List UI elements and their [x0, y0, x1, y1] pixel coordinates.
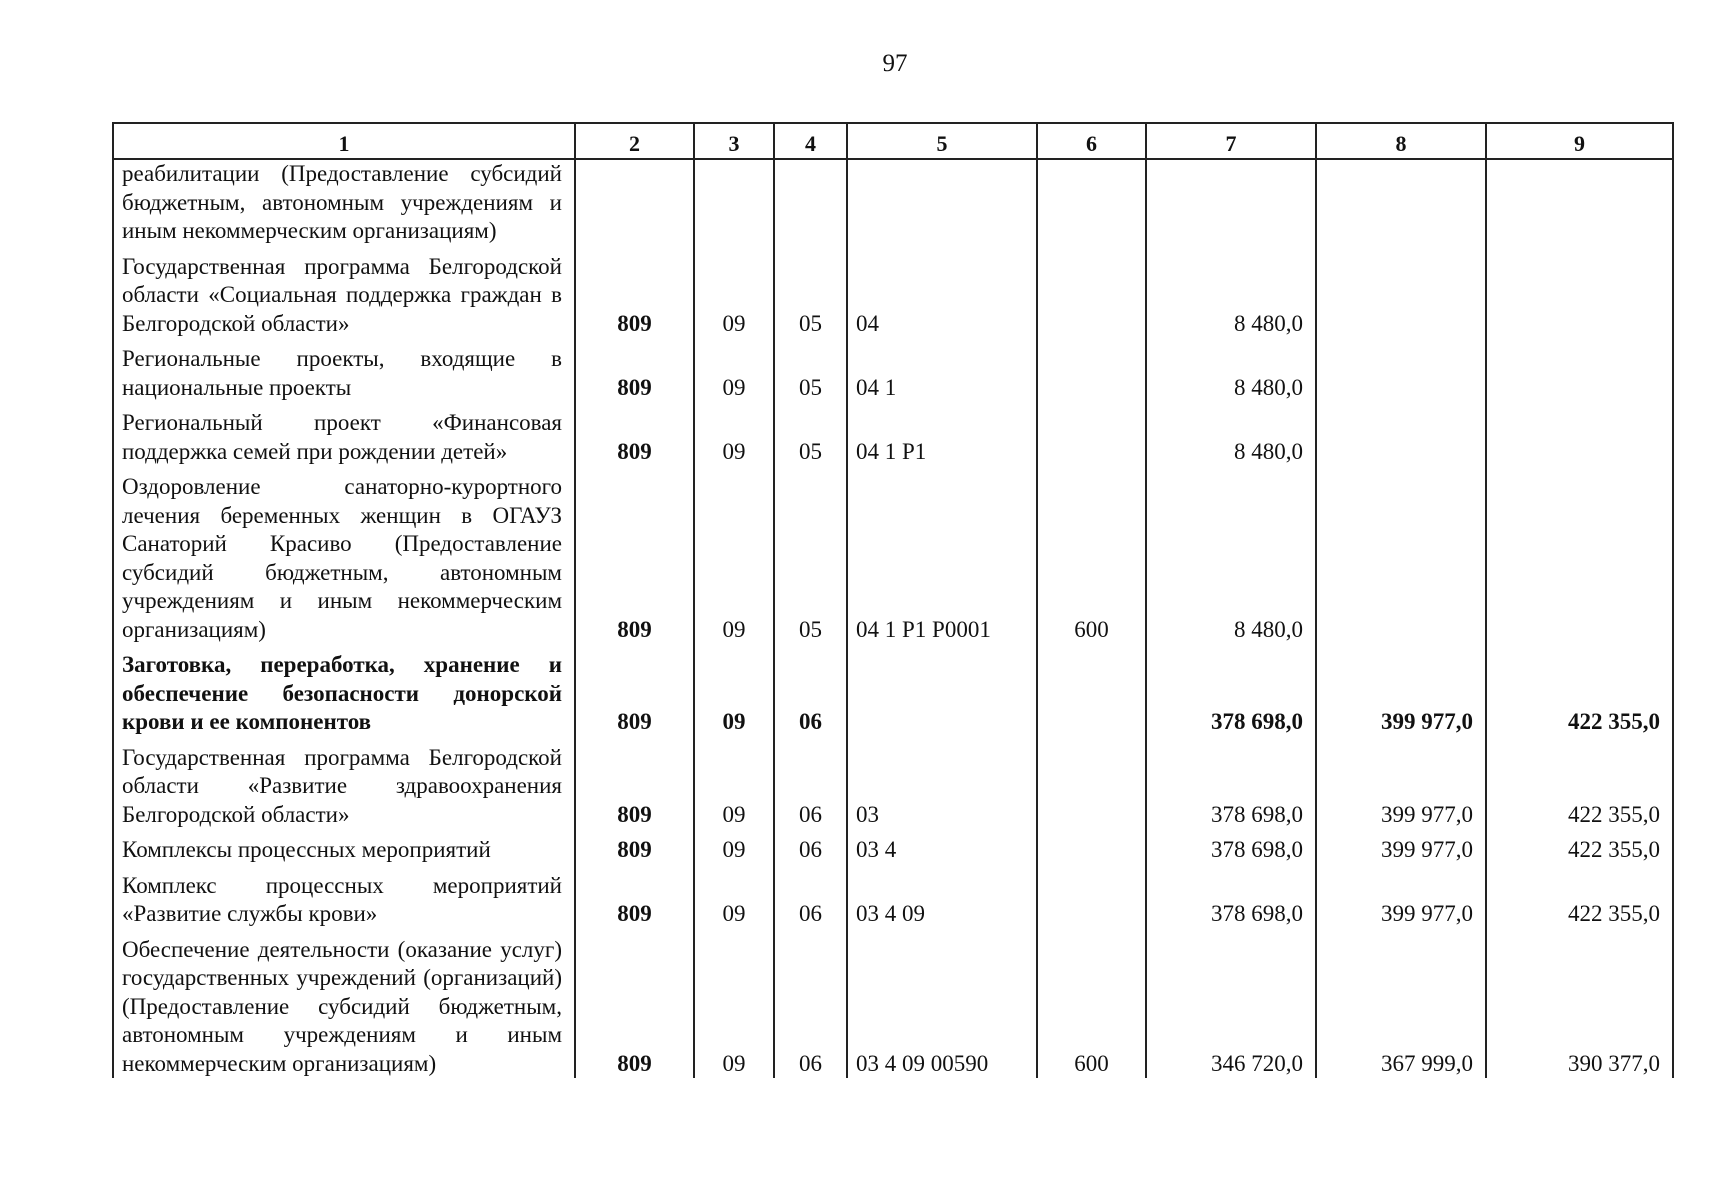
header-cell-9: 9 [1486, 123, 1673, 159]
cell-amount-col9 [1486, 249, 1673, 342]
header-cell-2: 2 [575, 123, 694, 159]
cell-section-code: 09 [694, 868, 774, 932]
table-row [113, 405, 1673, 469]
table-row [113, 932, 1673, 1079]
table-row [113, 832, 1673, 868]
cell-expense-type [1037, 405, 1146, 469]
cell-description: Региональный проект «Финансовая поддержка семей при рождении детей» [113, 405, 575, 469]
cell-ministry-code: 809 [575, 405, 694, 469]
cell-expense-type [1037, 647, 1146, 740]
cell-ministry-code [575, 159, 694, 249]
cell-expense-type [1037, 249, 1146, 342]
cell-expense-type [1037, 159, 1146, 249]
cell-description: Заготовка, переработка, хранение и обеспечение безопасности донорской крови и ее компонентов [113, 647, 575, 740]
cell-target-article: 04 [847, 249, 1037, 342]
cell-target-article: 04 1 [847, 341, 1037, 405]
header-cell-1: 1 [113, 123, 575, 159]
cell-section-code: 09 [694, 647, 774, 740]
cell-amount-col7: 378 698,0 [1146, 740, 1316, 833]
cell-amount-col9 [1486, 159, 1673, 249]
cell-expense-type [1037, 341, 1146, 405]
cell-description: Государственная программа Белгородской области «Социальная поддержка граждан в Белгородской области» [113, 249, 575, 342]
cell-amount-col9: 422 355,0 [1486, 740, 1673, 833]
cell-subsection-code: 06 [774, 740, 847, 833]
header-cell-7: 7 [1146, 123, 1316, 159]
cell-amount-col9 [1486, 341, 1673, 405]
table-body [113, 159, 1673, 1078]
cell-amount-col9 [1486, 469, 1673, 647]
header-cell-6: 6 [1037, 123, 1146, 159]
cell-section-code: 09 [694, 832, 774, 868]
header-cell-3: 3 [694, 123, 774, 159]
cell-section-code: 09 [694, 341, 774, 405]
cell-amount-col8 [1316, 341, 1486, 405]
cell-subsection-code: 05 [774, 341, 847, 405]
cell-ministry-code: 809 [575, 868, 694, 932]
cell-ministry-code: 809 [575, 832, 694, 868]
cell-expense-type: 600 [1037, 469, 1146, 647]
cell-amount-col7: 346 720,0 [1146, 932, 1316, 1079]
header-row [113, 123, 1673, 159]
cell-amount-col7: 378 698,0 [1146, 868, 1316, 932]
budget-table [112, 122, 1674, 1078]
cell-amount-col8 [1316, 159, 1486, 249]
cell-amount-col9: 422 355,0 [1486, 868, 1673, 932]
header-cell-4: 4 [774, 123, 847, 159]
cell-description: Региональные проекты, входящие в национальные проекты [113, 341, 575, 405]
cell-amount-col8 [1316, 469, 1486, 647]
cell-amount-col8: 399 977,0 [1316, 832, 1486, 868]
cell-expense-type: 600 [1037, 932, 1146, 1079]
table-row [113, 868, 1673, 932]
cell-subsection-code: 05 [774, 405, 847, 469]
cell-expense-type [1037, 740, 1146, 833]
cell-section-code: 09 [694, 740, 774, 833]
cell-target-article: 03 4 [847, 832, 1037, 868]
table-row [113, 647, 1673, 740]
cell-amount-col7: 378 698,0 [1146, 647, 1316, 740]
table-row [113, 341, 1673, 405]
header-cell-5: 5 [847, 123, 1037, 159]
table-row [113, 469, 1673, 647]
cell-amount-col7: 8 480,0 [1146, 469, 1316, 647]
cell-section-code [694, 159, 774, 249]
cell-description: Государственная программа Белгородской области «Развитие здравоохранения Белгородской области» [113, 740, 575, 833]
cell-target-article: 04 1 Р1 Р0001 [847, 469, 1037, 647]
cell-subsection-code: 06 [774, 647, 847, 740]
cell-subsection-code: 06 [774, 932, 847, 1079]
cell-amount-col7 [1146, 159, 1316, 249]
cell-description: Комплексы процессных мероприятий [113, 832, 575, 868]
cell-subsection-code: 06 [774, 868, 847, 932]
cell-section-code: 09 [694, 249, 774, 342]
table-row [113, 249, 1673, 342]
cell-subsection-code [774, 159, 847, 249]
cell-amount-col8: 399 977,0 [1316, 740, 1486, 833]
cell-amount-col8: 399 977,0 [1316, 647, 1486, 740]
cell-amount-col8 [1316, 249, 1486, 342]
cell-amount-col7: 8 480,0 [1146, 405, 1316, 469]
cell-description: реабилитации (Предоставление субсидий бюджетным, автономным учреждениям и иным некоммерческим организациям) [113, 159, 575, 249]
cell-target-article: 04 1 Р1 [847, 405, 1037, 469]
cell-target-article [847, 159, 1037, 249]
table-row [113, 159, 1673, 249]
cell-section-code: 09 [694, 469, 774, 647]
cell-section-code: 09 [694, 405, 774, 469]
cell-expense-type [1037, 868, 1146, 932]
cell-amount-col7: 378 698,0 [1146, 832, 1316, 868]
cell-amount-col7: 8 480,0 [1146, 341, 1316, 405]
page-number: 97 [882, 50, 908, 77]
header-cell-8: 8 [1316, 123, 1486, 159]
cell-amount-col8: 367 999,0 [1316, 932, 1486, 1079]
cell-amount-col8: 399 977,0 [1316, 868, 1486, 932]
cell-description: Оздоровление санаторно-курортного лечения беременных женщин в ОГАУЗ Санаторий Красиво (Предоставление субсидий бюджетным, автономным учреждениям и иным некоммерческим организациям) [113, 469, 575, 647]
table-row [113, 740, 1673, 833]
cell-subsection-code: 06 [774, 832, 847, 868]
cell-target-article: 03 [847, 740, 1037, 833]
cell-target-article: 03 4 09 [847, 868, 1037, 932]
cell-subsection-code: 05 [774, 249, 847, 342]
cell-section-code: 09 [694, 932, 774, 1079]
cell-description: Комплекс процессных мероприятий «Развитие службы крови» [113, 868, 575, 932]
cell-ministry-code: 809 [575, 249, 694, 342]
cell-target-article [847, 647, 1037, 740]
cell-amount-col9 [1486, 405, 1673, 469]
cell-amount-col8 [1316, 405, 1486, 469]
cell-amount-col9: 422 355,0 [1486, 647, 1673, 740]
cell-expense-type [1037, 832, 1146, 868]
cell-ministry-code: 809 [575, 647, 694, 740]
cell-ministry-code: 809 [575, 932, 694, 1079]
cell-ministry-code: 809 [575, 341, 694, 405]
cell-ministry-code: 809 [575, 740, 694, 833]
cell-ministry-code: 809 [575, 469, 694, 647]
cell-amount-col9: 422 355,0 [1486, 832, 1673, 868]
cell-amount-col7: 8 480,0 [1146, 249, 1316, 342]
cell-amount-col9: 390 377,0 [1486, 932, 1673, 1079]
cell-target-article: 03 4 09 00590 [847, 932, 1037, 1079]
cell-description: Обеспечение деятельности (оказание услуг) государственных учреждений (организаций) (Предоставление субсидий бюджетным, автономным учреждениям и иным некоммерческим организациям) [113, 932, 575, 1079]
cell-subsection-code: 05 [774, 469, 847, 647]
